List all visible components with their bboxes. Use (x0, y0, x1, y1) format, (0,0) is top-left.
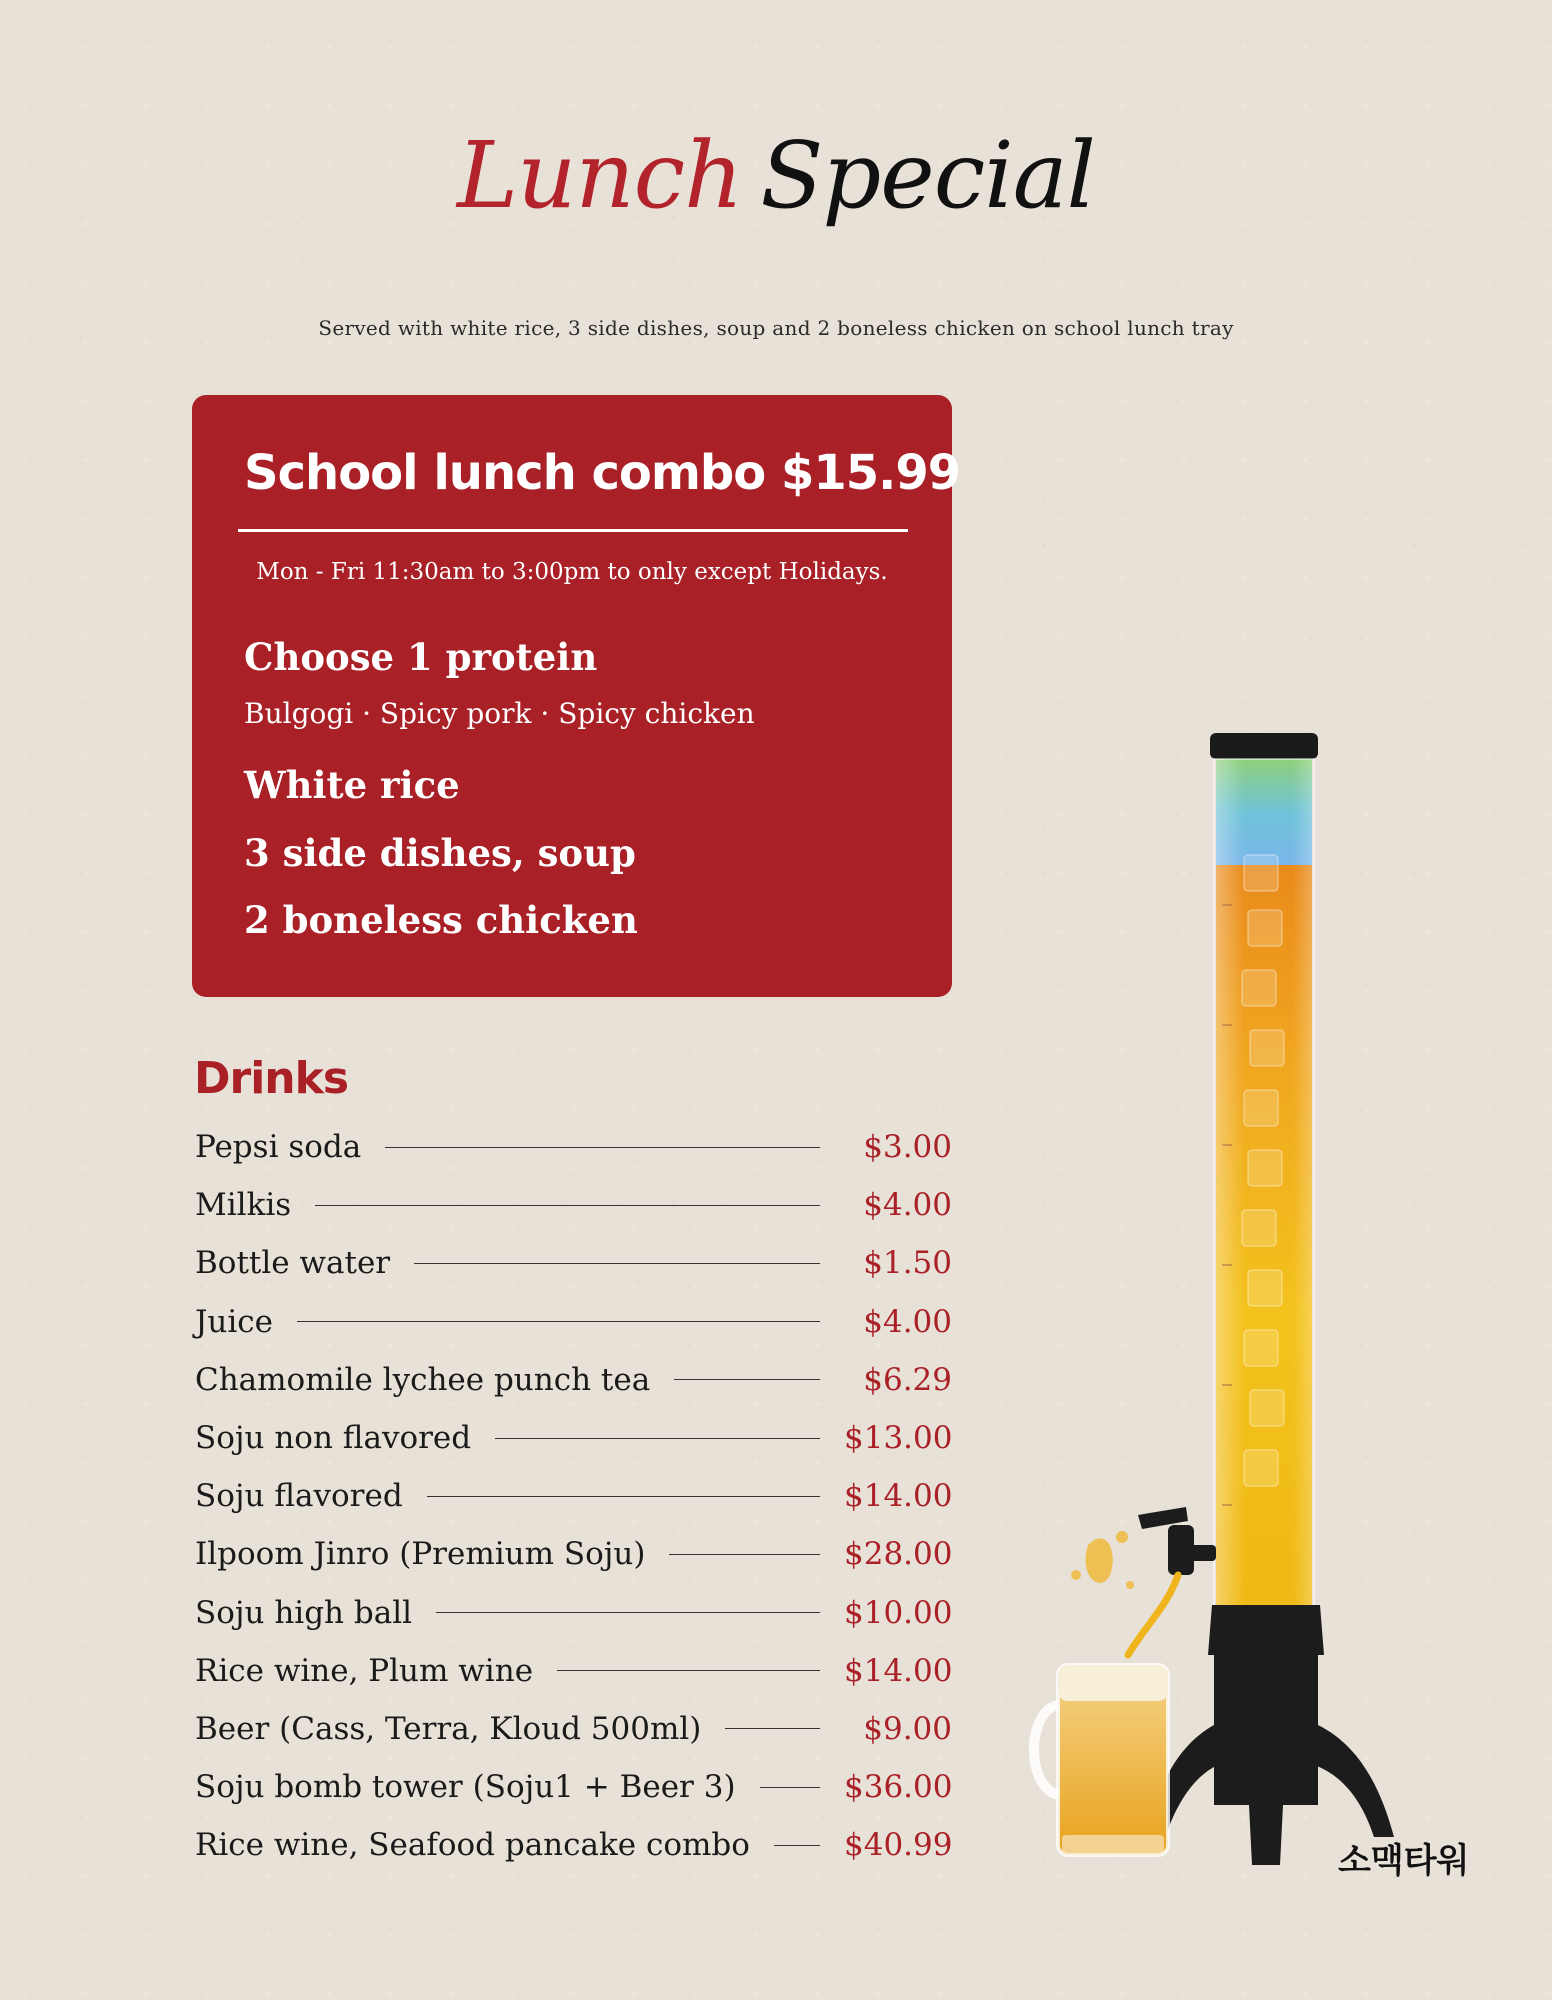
drink-row (195, 1642, 952, 1700)
drink-row (195, 1700, 952, 1758)
drink-name: Chamomile lychee punch tea (195, 1361, 651, 1398)
drink-name: Rice wine, Plum wine (195, 1652, 534, 1689)
drink-row (195, 1234, 952, 1292)
page-title (0, 122, 1552, 229)
leader-line (669, 1554, 820, 1555)
drink-row (195, 1351, 952, 1409)
leader-line (725, 1728, 820, 1729)
drink-row (195, 1409, 952, 1467)
leader-line (674, 1379, 820, 1380)
drink-price: $10.00 (844, 1594, 953, 1631)
title-lunch: Lunch (457, 122, 743, 229)
drink-row (195, 1118, 952, 1176)
drink-row (195, 1525, 952, 1583)
combo-item-rice: White rice (244, 763, 460, 807)
drink-row (195, 1584, 952, 1642)
drink-price: $3.00 (863, 1129, 952, 1166)
leader-line (557, 1670, 820, 1671)
leader-line (760, 1787, 820, 1788)
title-special: Special (760, 122, 1095, 229)
drink-price: $1.50 (863, 1245, 952, 1282)
drink-price: $28.00 (844, 1536, 953, 1573)
leader-line (774, 1845, 820, 1846)
combo-card (192, 395, 961, 997)
drink-name: Bottle water (195, 1245, 391, 1282)
leader-line (436, 1612, 820, 1613)
combo-hours: Mon - Fri 11:30am to 3:00pm to only except Holidays. (256, 559, 888, 585)
combo-protein-options: Bulgogi · Spicy pork · Spicy chicken (244, 697, 755, 730)
drink-name: Rice wine, Seafood pancake combo (195, 1827, 750, 1864)
drink-price: $4.00 (863, 1303, 952, 1340)
drink-name: Soju high ball (195, 1594, 413, 1631)
drink-name: Beer (Cass, Terra, Kloud 500ml) (195, 1710, 702, 1747)
drink-name: Soju non flavored (195, 1420, 472, 1457)
drink-name: Soju bomb tower (Soju1 + Beer 3) (195, 1769, 736, 1806)
combo-divider (238, 529, 908, 532)
drink-price: $9.00 (863, 1710, 952, 1747)
drinks-list (195, 1118, 952, 1874)
drink-row (195, 1176, 952, 1234)
leader-line (315, 1205, 820, 1206)
drink-price: $13.00 (844, 1420, 953, 1457)
drink-price: $14.00 (844, 1478, 953, 1515)
combo-title: School lunch combo $15.99 (244, 445, 961, 501)
drinks-heading: Drinks (194, 1053, 349, 1104)
beer-tower-icon (1018, 725, 1418, 1875)
leader-line (297, 1321, 820, 1322)
drink-row (195, 1467, 952, 1525)
drink-row (195, 1816, 952, 1874)
drink-price: $14.00 (844, 1652, 953, 1689)
combo-item-sides: 3 side dishes, soup (244, 831, 636, 875)
drink-row (195, 1758, 952, 1816)
drink-price: $36.00 (844, 1769, 953, 1806)
drink-price: $40.99 (844, 1827, 953, 1864)
leader-line (495, 1438, 820, 1439)
drink-name: Soju flavored (195, 1478, 403, 1515)
drink-name: Ilpoom Jinro (Premium Soju) (195, 1536, 646, 1573)
drink-row (195, 1293, 952, 1351)
page-subtitle: Served with white rice, 3 side dishes, soup and 2 boneless chicken on school lunch tray (318, 316, 1234, 340)
drink-name: Milkis (195, 1187, 292, 1224)
leader-line (385, 1147, 820, 1148)
drink-name: Juice (195, 1303, 274, 1340)
drink-name: Pepsi soda (195, 1129, 362, 1166)
drink-price: $4.00 (863, 1187, 952, 1224)
tower-label: 소맥타워 (1338, 1841, 1470, 1881)
combo-item-chicken: 2 boneless chicken (244, 898, 638, 942)
combo-protein-heading: Choose 1 protein (244, 635, 598, 679)
leader-line (427, 1496, 820, 1497)
leader-line (414, 1263, 820, 1264)
drink-price: $6.29 (863, 1361, 952, 1398)
